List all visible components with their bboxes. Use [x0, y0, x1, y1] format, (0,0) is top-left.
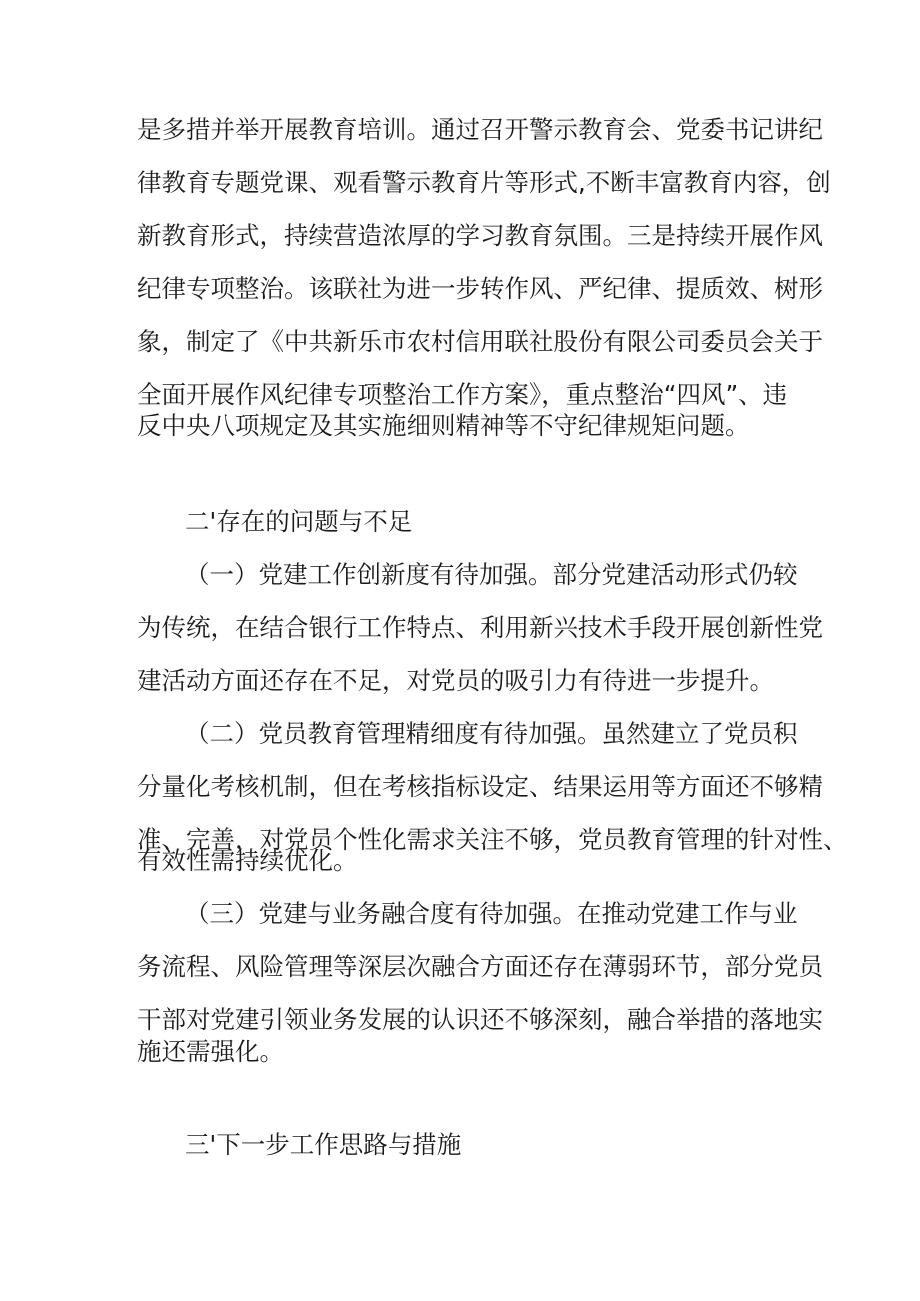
section-heading-2: 二'存在的问题与不足 — [185, 507, 413, 536]
paragraph-intro-line: 象，制定了《中共新乐市农村信用联社股份有限公司委员会关于 — [137, 327, 823, 356]
section-heading-3: 三'下一步工作思路与措施 — [185, 1130, 462, 1159]
item-2-line: 分量化考核机制，但在考核指标设定、结果运用等方面还不够精 — [137, 772, 823, 801]
item-3-line: 施还需强化。 — [137, 1037, 284, 1066]
item-2-line: （二）党员教育管理精细度有待加强。虽然建立了党员积 — [185, 719, 798, 748]
paragraph-intro-line: 纪律专项整治。该联社为进一步转作风、严纪律、提质效、树形 — [137, 274, 823, 303]
item-3-line: 务流程、风险管理等深层次融合方面还存在薄弱环节，部分党员 — [137, 952, 823, 981]
item-2-line: 准、完善，对党员个性化需求关注不够，党员教育管理的针对性、 — [137, 825, 848, 854]
paragraph-intro-line: 律教育专题党课、观看警示教育片等形式,不断丰富教育内容，创 — [137, 168, 831, 197]
item-1-line: 为传统，在结合银行工作特点、利用新兴技术手段开展创新性党 — [137, 613, 823, 642]
paragraph-intro-line: 是多措并举开展教育培训。通过召开警示教育会、党委书记讲纪 — [137, 115, 823, 144]
paragraph-intro-line: 反中央八项规定及其实施细则精神等不守纪律规矩问题。 — [137, 411, 750, 440]
paragraph-intro-line: 新教育形式，持续营造浓厚的学习教育氛围。三是持续开展作风 — [137, 221, 823, 250]
item-3-line: （三）党建与业务融合度有待加强。在推动党建工作与业 — [185, 899, 798, 928]
item-1-line: 建活动方面还存在不足，对党员的吸引力有待进一步提升。 — [137, 666, 774, 695]
item-3-line: 干部对党建引领业务发展的认识还不够深刻，融合举措的落地实 — [137, 1005, 823, 1034]
item-2-line: 有效性需持续优化。 — [137, 846, 358, 875]
paragraph-intro-line: 全面开展作风纪律专项整治工作方案》，重点整治“四风”、违 — [137, 380, 788, 409]
item-1-line: （一）党建工作创新度有待加强。部分党建活动形式仍较 — [185, 560, 798, 589]
